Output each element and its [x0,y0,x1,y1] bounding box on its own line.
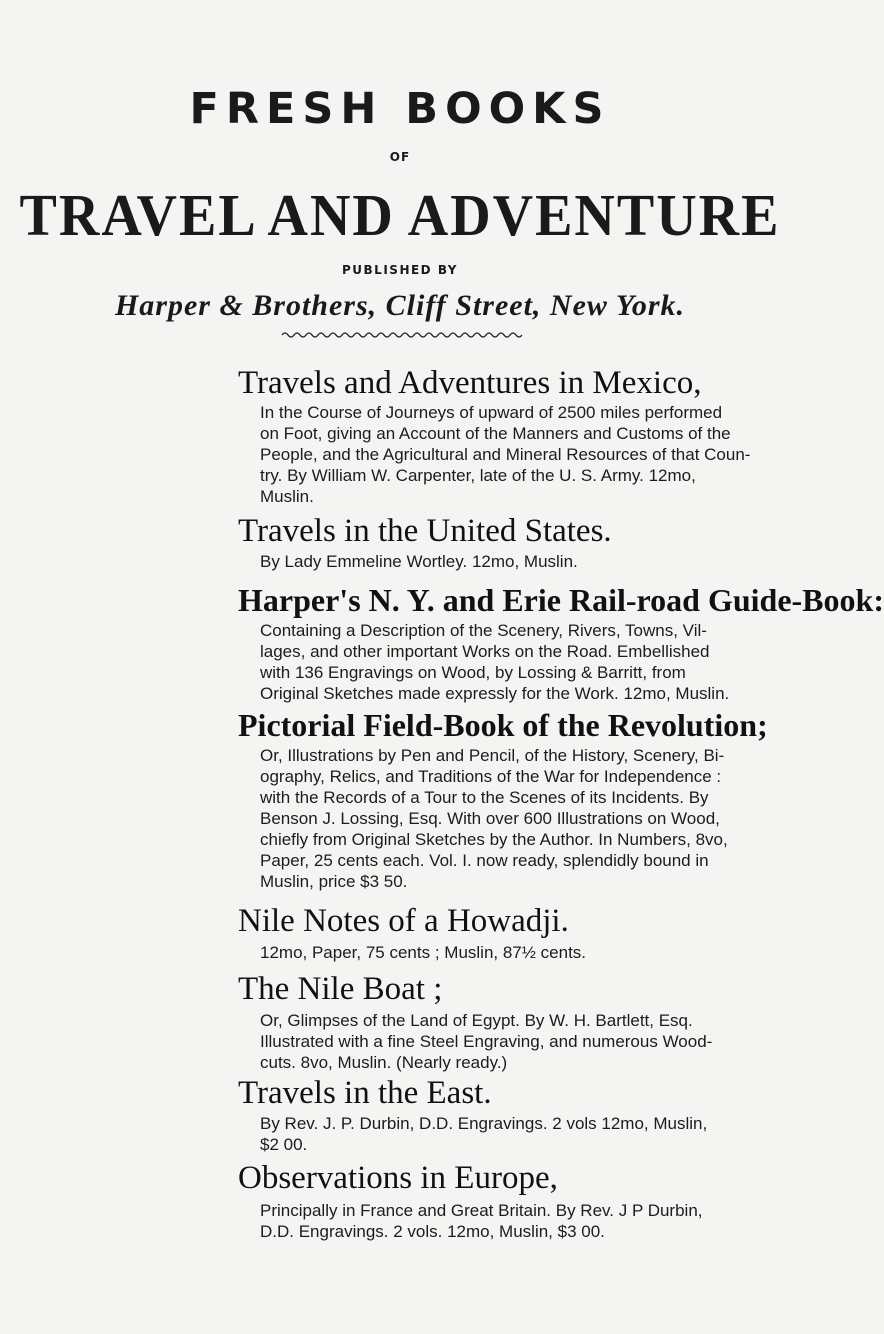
book-description [260,1200,780,1242]
description-line: try. By William W. Carpenter, late of the U. S. Army. 12mo, [260,466,696,485]
description-line: Principally in France and Great Britain. By Rev. J P Durbin, [260,1201,703,1220]
description-line: Illustrated with a fine Steel Engraving, and numerous Wood- [260,1032,713,1051]
book-title: Travels in the East. [238,1075,492,1111]
book-title: Pictorial Field-Book of the Revolution; [238,707,768,743]
description-line: Muslin, price $3 50. [260,872,408,891]
description-line: lages, and other important Works on the Road. Embellished [260,642,710,661]
description-line: Paper, 25 cents each. Vol. I. now ready, splendidly bound in [260,851,709,870]
description-line: Original Sketches made expressly for the Work. 12mo, Muslin. [260,684,730,703]
description-line: with 136 Engravings on Wood, by Lossing & Barritt, from [260,663,686,682]
description-line: 12mo, Paper, 75 cents ; Muslin, 87½ cents. [260,943,587,962]
description-line: $2 00. [260,1135,308,1154]
description-line: Or, Illustrations by Pen and Pencil, of the History, Scenery, Bi- [260,746,725,765]
heading-travel-and-adventure: TRAVEL AND ADVENTURE [19,183,781,249]
description-line: By Rev. J. P. Durbin, D.D. Engravings. 2 vols 12mo, Muslin, [260,1114,708,1133]
description-line: Or, Glimpses of the Land of Egypt. By W. H. Bartlett, Esq. [260,1011,693,1030]
wavy-rule-ornament [282,330,522,340]
book-title: Travels in the United States. [238,513,612,549]
description-line: People, and the Agricultural and Mineral Resources of that Coun- [260,445,751,464]
book-description [260,942,780,963]
book-title: Harper's N. Y. and Erie Rail-road Guide-Book: [238,582,884,618]
publisher-imprint: Harper & Brothers, Cliff Street, New York. [114,289,686,322]
book-title: The Nile Boat ; [238,971,443,1007]
description-line: By Lady Emmeline Wortley. 12mo, Muslin. [260,552,578,571]
description-line: chiefly from Original Sketches by the Author. In Numbers, 8vo, [260,830,728,849]
description-line: ography, Relics, and Traditions of the War for Independence : [260,767,722,786]
book-description [260,1113,780,1155]
book-description [260,551,780,572]
book-description [260,402,780,507]
description-line: Muslin. [260,487,314,506]
description-line: cuts. 8vo, Muslin. (Nearly ready.) [260,1053,508,1072]
description-line: In the Course of Journeys of upward of 2500 miles performed [260,403,723,422]
description-line: D.D. Engravings. 2 vols. 12mo, Muslin, $3 00. [260,1222,605,1241]
description-line: on Foot, giving an Account of the Manners and Customs of the [260,424,731,443]
book-title: Observations in Europe, [238,1160,558,1196]
published-by-label: PUBLISHED BY [342,263,458,277]
heading-of: OF [389,150,411,164]
heading-fresh-books: FRESH BOOKS [189,84,611,134]
description-line: with the Records of a Tour to the Scenes of its Incidents. By [260,788,709,807]
book-description [260,1010,780,1073]
description-line: Benson J. Lossing, Esq. With over 600 Illustrations on Wood, [260,809,720,828]
book-description [260,620,780,704]
description-line: Containing a Description of the Scenery, Rivers, Towns, Vil- [260,621,707,640]
book-title: Nile Notes of a Howadji. [238,903,569,939]
book-title: Travels and Adventures in Mexico, [238,365,702,401]
book-description [260,745,780,892]
